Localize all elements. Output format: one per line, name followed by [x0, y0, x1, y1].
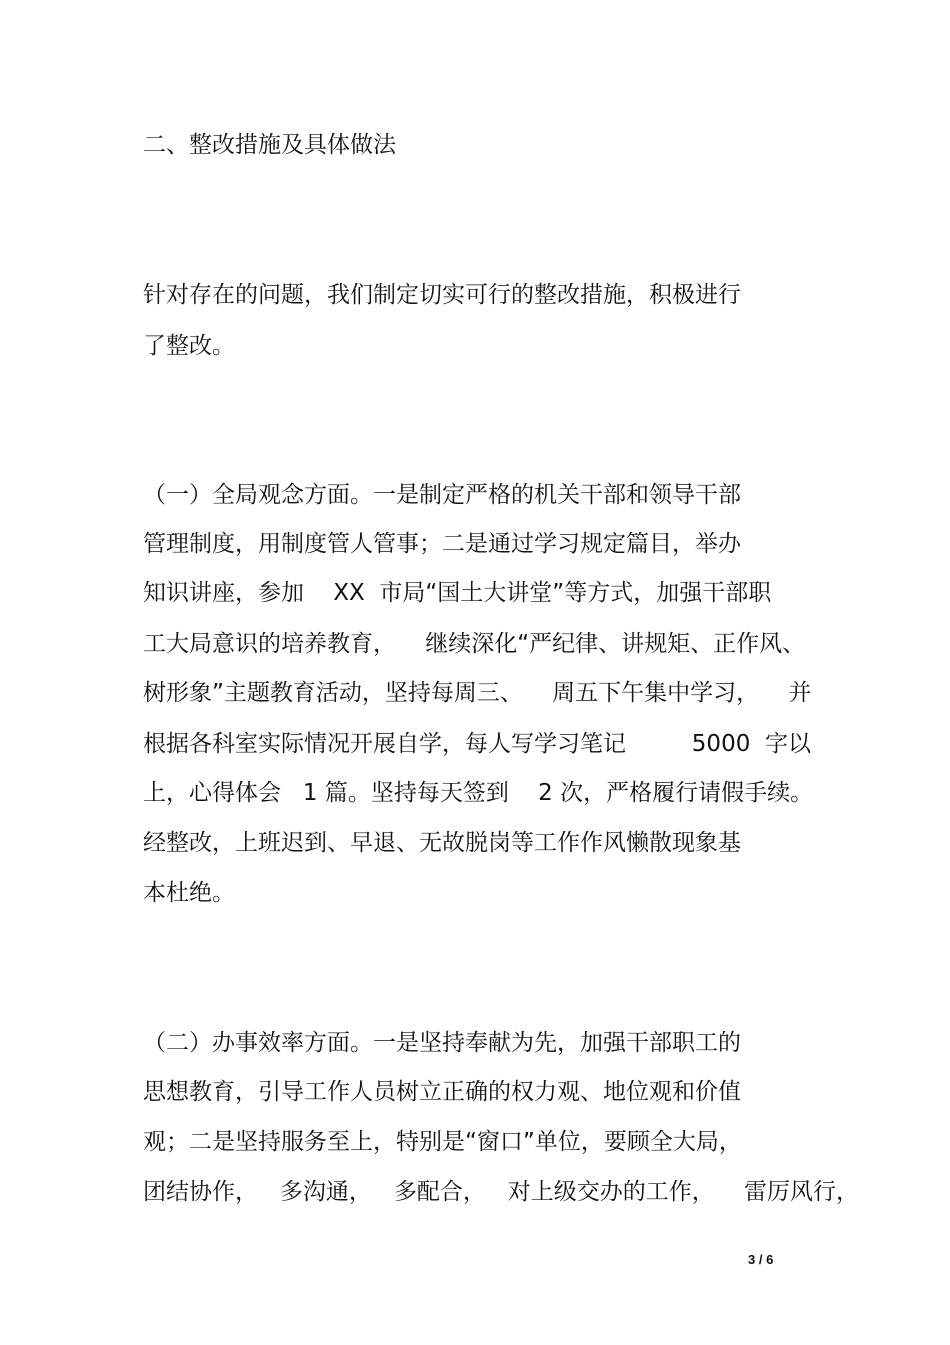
section1-line-2: 管理制度，用制度管人管事；二是通过学习规定篇目，举办	[143, 531, 741, 557]
intro-line-2: 了整改。	[143, 333, 235, 359]
section1-line-9: 本杜绝。	[143, 880, 235, 906]
section2-line-2: 思想教育，引导工作人员树立正确的权力观、地位观和价值	[143, 1079, 741, 1105]
page-number: 3 / 6	[748, 1252, 774, 1267]
intro-line-1: 针对存在的问题，我们制定切实可行的整改措施，积极进行	[143, 282, 741, 308]
section1-line-6: 根据各科室实际情况开展自学，每人写学习笔记 5000 字以	[143, 731, 811, 757]
section2-line-3: 观；二是坚持服务至上，特别是“窗口”单位，要顾全大局，	[143, 1129, 742, 1155]
section1-line-3: 知识讲座，参加 XX 市局“国土大讲堂”等方式，加强干部职	[143, 580, 772, 606]
section2-line-1: （二）办事效率方面。一是坚持奉献为先，加强干部职工的	[143, 1030, 741, 1056]
section2-line-4: 团结协作， 多沟通， 多配合， 对上级交办的工作， 雷厉风行，	[143, 1179, 860, 1205]
section-heading: 二、整改措施及具体做法	[143, 132, 396, 158]
section1-line-7: 上，心得体会 1 篇。坚持每天签到 2 次，严格履行请假手续。	[143, 780, 814, 806]
section1-line-1: （一）全局观念方面。一是制定严格的机关干部和领导干部	[143, 482, 741, 508]
section1-line-4: 工大局意识的培养教育， 继续深化“严纪律、讲规矩、正作风、	[143, 631, 806, 657]
section1-line-5: 树形象”主题教育活动，坚持每周三、 周五下午集中学习， 并	[143, 680, 812, 706]
section1-line-8: 经整改，上班迟到、早退、无故脱岗等工作作风懒散现象基	[143, 830, 741, 856]
